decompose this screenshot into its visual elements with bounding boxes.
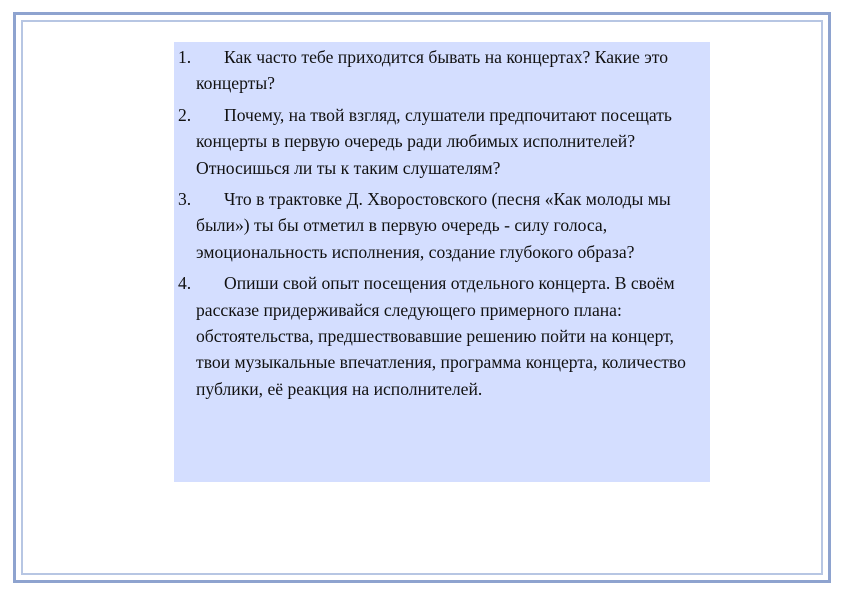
question-number: 4. — [178, 273, 192, 294]
question-list — [174, 42, 710, 482]
question-text: Опиши свой опыт посещения отдельного концерта. В своём рассказе придерживайся следующего примерного плана: обстоятельства, предшествовавшие решению пойти на концерт, твои музыкальные впечатления, программа концерта, количество публики, её реакция на исполнителей. — [196, 273, 686, 399]
question-number: 2. — [178, 104, 192, 125]
question-item-1 — [178, 44, 706, 97]
question-item-3 — [178, 186, 706, 265]
question-text: Что в трактовке Д. Хворостовского (песня «Как молоды мы были») ты бы отметил в первую очередь - силу голоса, эмоциональность исполнения, создание глубокого образа? — [196, 189, 671, 262]
question-number: 3. — [178, 189, 192, 210]
question-number: 1. — [178, 47, 192, 67]
question-item-4 — [178, 270, 706, 402]
question-item-2 — [178, 102, 706, 181]
question-text: Как часто тебе приходится бывать на концертах? Какие это концерты? — [196, 47, 669, 94]
question-text: Почему, на твой взгляд, слушатели предпочитают посещать концерты в первую очередь ради любимых исполнителей? Относишься ли ты к таким слушателям? — [196, 104, 672, 178]
